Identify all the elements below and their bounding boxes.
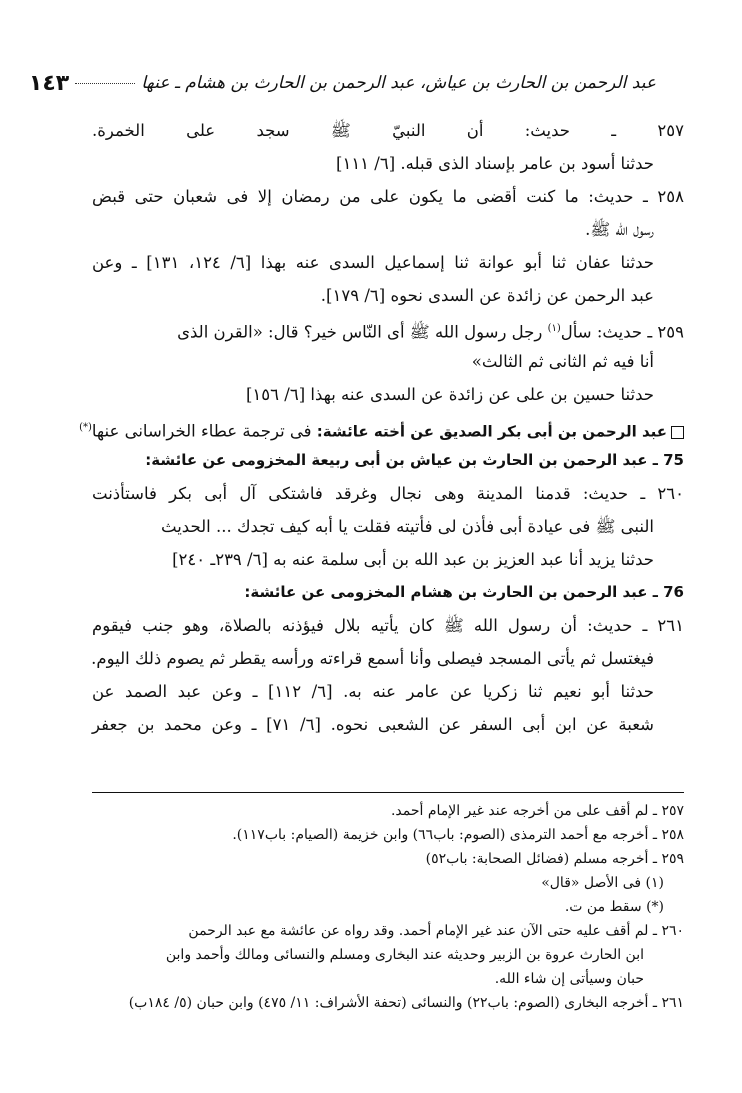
square-bullet-icon <box>671 426 684 439</box>
text-line: فيغتسل ثم يأتى المسجد فيصلى وأنا أسمع قراءته ورأسه يقطر ثم يصوم ذلك اليوم. <box>91 649 654 668</box>
footnotes <box>92 792 684 1015</box>
footnote-line: (*) سقط من ت. <box>564 899 664 915</box>
footnote-line: ٢٥٩ ـ أخرجه مسلم (فضائل الصحابة: باب٥٢) <box>425 851 684 867</box>
text-line: ٢٥٨ ـ حديث: ما كنت أقضى ما يكون على من رمضان إلا فى شعبان حتى قبض <box>92 187 684 206</box>
text-line <box>92 312 684 345</box>
text-line: عبد الرحمن عن زائدة عن السدى نحوه [٦/ ١٧٩]. <box>320 286 654 305</box>
text-line: حدثنا عفان ثنا أبو عوانة ثنا إسماعيل السدى عنه بهذا [٦/ ١٢٤، ١٣١] ـ وعن <box>92 253 655 272</box>
text-line: رسول الله ﷺ. <box>585 220 654 239</box>
text-line: حدثنا يزيد أنا عبد العزيز بن عبد الله بن أبى سلمة عنه به [٦/ ٢٣٩ـ ٢٤٠] <box>172 550 654 569</box>
text-line: شعبة عن ابن أبى السفر عن الشعبى نحوه. [٦/ ٧١] ـ وعن محمد بن جعفر <box>92 715 654 734</box>
footnote-marker: (١) <box>547 323 561 334</box>
header-rule <box>75 83 135 84</box>
section-note-line <box>79 411 684 444</box>
text-line: النبى ﷺ فى عيادة أبى فأذن لى فأتيته فقلت يا أبه كيف تجدك ... الحديث <box>161 517 654 536</box>
text-segment: رجل رسول الله ﷺ أى النّاس خير؟ قال: «القرن الذى <box>177 322 548 342</box>
running-header <box>28 66 656 100</box>
footnote-marker: (*) <box>79 422 92 433</box>
text-segment: فى ترجمة عطاء الخراسانى عنها <box>91 421 312 441</box>
footnote-line: ابن الحارث عروة بن الزبير وحديثه عند البخارى ومسلم والنسائى ومالك وأحمد وابن <box>165 947 644 963</box>
main-text <box>79 114 684 741</box>
section-heading: عبد الرحمن بن أبى بكر الصديق عن أخته عائشة: <box>311 422 667 441</box>
text-line: ٢٦١ ـ حديث: أن رسول الله ﷺ كان يأتيه بلال فيؤذنه بالصلاة، وهو جنب فيقوم <box>92 616 684 635</box>
footnote-line: ٢٥٧ ـ لم أقف على من أخرجه عند غير الإمام أحمد. <box>390 803 684 819</box>
text-line: ٢٦٠ ـ حديث: قدمنا المدينة وهى نجال وغرقد فاشتكى آل أبى بكر فاستأذنت <box>92 484 684 503</box>
text-line: حدثنا أسود بن عامر بإسناد الذى قبله. [٦/ ١١١] <box>336 154 654 173</box>
text-line: حدثنا أبو نعيم ثنا زكريا عن عامر عنه به. [٦/ ١١٢] ـ وعن عبد الصمد عن <box>92 682 654 701</box>
page-number: ١٤٣ <box>28 70 70 96</box>
text-line: ٢٥٧ ـ حديث: أن النبيّ ﷺ سجد على الخمرة. <box>92 121 684 140</box>
footnote-line: (١) فى الأصل «قال» <box>541 875 664 891</box>
header-title: عبد الرحمن بن الحارث بن عياش، عبد الرحمن بن الحارث بن هشام ـ عنها <box>141 73 656 93</box>
text-segment: ٢٥٩ ـ حديث: سأل <box>560 322 684 342</box>
footnote-line: ٢٦٠ ـ لم أقف عليه حتى الآن عند غير الإمام أحمد. وقد رواه عن عائشة مع عبد الرحمن <box>188 923 684 939</box>
footnote-line: حبان وسيأتى إن شاء الله. <box>494 971 644 987</box>
text-line: حدثنا حسين بن على عن زائدة عن السدى عنه بهذا [٦/ ١٥٦] <box>245 385 654 404</box>
chapter-heading: 75 ـ عبد الرحمن بن الحارث بن عياش بن أبى ربيعة المخزومى عن عائشة: <box>145 451 684 469</box>
text-line: أنا فيه ثم الثانى ثم الثالث» <box>471 352 654 371</box>
footnote-line: ٢٥٨ ـ أخرجه مع أحمد الترمذى (الصوم: باب٦٦) وابن خزيمة (الصيام: باب١١٧). <box>232 827 684 843</box>
chapter-heading: 76 ـ عبد الرحمن بن الحارث بن هشام المخزومى عن عائشة: <box>244 583 684 601</box>
footnote-line: ٢٦١ ـ أخرجه البخارى (الصوم: باب٢٢) والنسائى (تحفة الأشراف: ١١/ ٤٧٥) وابن حبان (٥/ ١٨٤ب) <box>128 995 684 1011</box>
